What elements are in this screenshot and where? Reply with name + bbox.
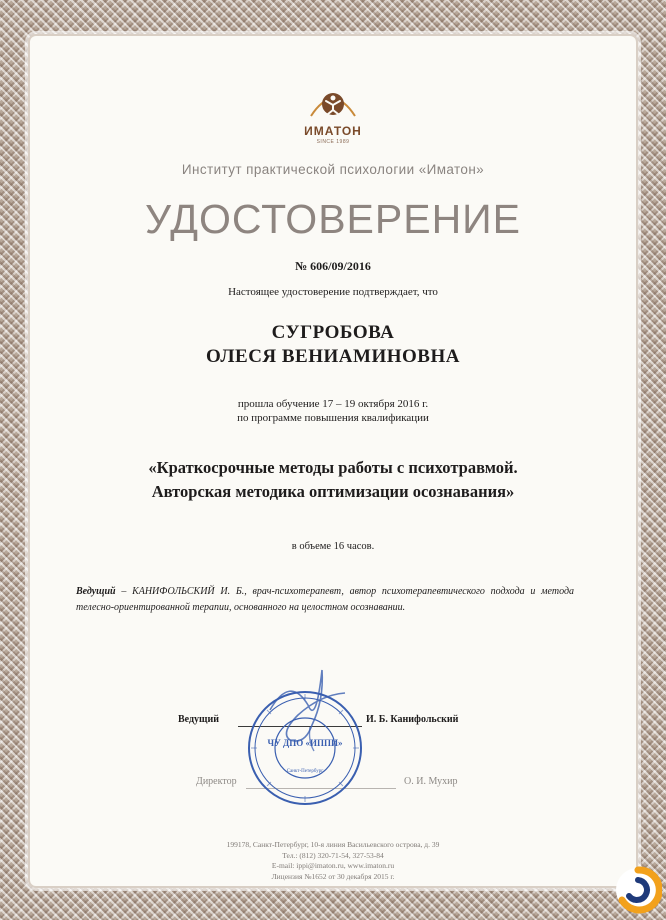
footer-license: Лицензия №1652 от 30 декабря 2015 г. xyxy=(271,871,395,881)
logo-name: ИМАТОН xyxy=(304,124,362,138)
study-program-type: по программе повышения квалификации xyxy=(237,412,429,424)
footer-phone: Тел.: (812) 320-71-54, 327-53-84 xyxy=(282,850,384,860)
lead-label: Ведущий xyxy=(76,586,116,597)
lead-signature-label: Ведущий xyxy=(178,714,220,725)
program-title-line1: «Краткосрочные методы работы с психотравмой. xyxy=(148,458,518,477)
lead-signature-name: И. Б. Канифольский xyxy=(366,714,459,725)
stamp-city-text: Санкт-Петербург xyxy=(286,769,324,774)
lead-text: – КАНИФОЛЬСКИЙ И. Б., врач-психотерапевт, автор психотерапевтического подхода и метода телесно-ориентированной терапии, основанного на целостном осознавании. xyxy=(76,586,574,613)
hours-volume: в объеме 16 часов. xyxy=(291,541,375,552)
recipient-surname: СУГРОБОВА xyxy=(271,322,395,343)
study-info xyxy=(0,397,666,425)
stamp-center-text: ЧУ ДПО «ИППИ» xyxy=(267,738,343,748)
corner-badge-icon xyxy=(614,866,662,914)
director-signature-label: Директор xyxy=(196,776,237,787)
logo-since: SINCE 1989 xyxy=(316,139,350,145)
confirmation-text: Настоящее удостоверение подтверждает, что xyxy=(228,286,438,298)
director-signature-name: О. И. Мухир xyxy=(404,776,458,787)
recipient-given-name: ОЛЕСЯ ВЕНИАМИНОВНА xyxy=(206,346,460,367)
program-title xyxy=(60,456,606,504)
institute-name: Институт практической психологии «Иматон» xyxy=(181,162,485,177)
certificate-number: № 606/09/2016 xyxy=(295,259,371,273)
footer-web: E-mail: ippi@imaton.ru, www.imaton.ru xyxy=(271,861,395,870)
handwritten-signature xyxy=(250,655,360,765)
document-title: УДОСТОВЕРЕНИЕ xyxy=(144,196,521,242)
study-dates: прошла обучение 17 – 19 октября 2016 г. xyxy=(237,398,429,410)
footer-contacts xyxy=(0,840,666,882)
lead-description xyxy=(76,584,574,616)
program-title-line2: Авторская методика оптимизации осознавания» xyxy=(151,482,515,501)
footer-address: 199178, Санкт-Петербург, 10-я линия Васильевского острова, д. 39 xyxy=(226,840,440,849)
